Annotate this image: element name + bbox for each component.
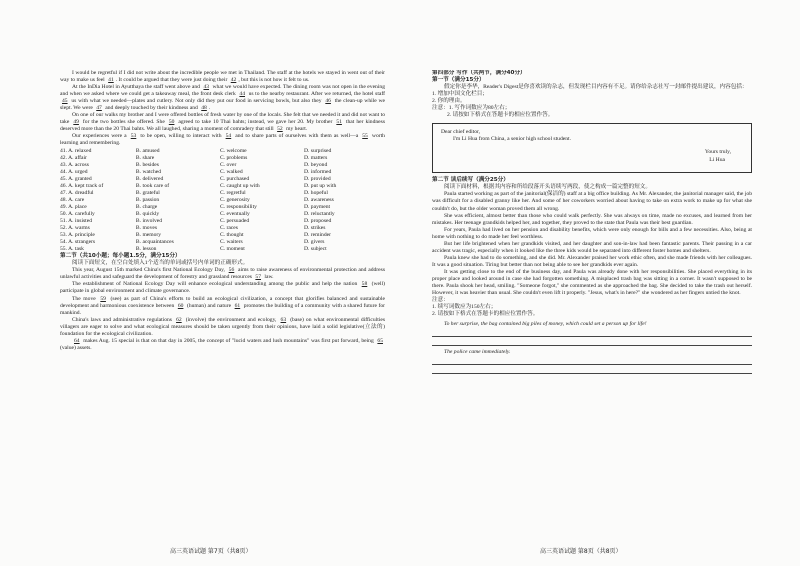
- story-paragraph-2: She was efficient, almost better than those who could walk perfectly. She was always on time, made no excuses, and learned from her mistakes. Her teenage grandkids helped her, and together, they proved to the state that Paula was their best guardian.: [432, 212, 752, 226]
- blank-60: 60: [177, 302, 184, 309]
- writing-task-2: 阅读下面材料，根据其内容和所给段落开头语续写两段，使之构成一篇完整的短文。: [444, 184, 651, 191]
- option-43-A: 43. A. across: [60, 161, 89, 168]
- option-44-A: 44. A. urged: [60, 168, 88, 175]
- option-49-D: D. payment: [303, 203, 331, 210]
- option-54-C: C. waiters: [219, 239, 243, 246]
- continuation-prompt-1: To her surprise, the bag contained big piles of money, which could set a person up for life!: [444, 321, 647, 328]
- blank-63: 63: [280, 316, 287, 323]
- note-3: 1. 续写词数应为150左右；: [432, 304, 497, 311]
- cloze-paragraph-2: At the InDia Hotel in Ayutthaya the staff went above and 43 what we would have expected. The dining room was not open in the evening and when we asked where we could get a takeaway meal, the front desk clerk 44 us to the nearby restaurant. After we returned, the hotel staff 45 us with what we needed—plates and cutlery. Not only did they put our food in servicing bowls, but also they 46 the clean-up while we slept. We were 47 and deeply touched by their kindness and 48 .: [60, 84, 385, 112]
- option-45-B: B. delivered: [135, 175, 164, 182]
- option-41-C: C. welcome: [219, 147, 247, 154]
- section-2-heading: 第二节（共10小题；每小题1.5分，满分15分）: [60, 253, 181, 260]
- option-53-B: B. memory: [135, 232, 162, 239]
- option-55-C: C. moment: [219, 246, 245, 253]
- option-42-A: 42. A. affair: [60, 154, 87, 161]
- blank-61: 61: [234, 302, 241, 309]
- option-55-D: D. subject: [303, 246, 327, 253]
- note-2: 2. 请按如下格式在答题卡的相应位置作答。: [447, 112, 554, 119]
- blank-47: 47: [96, 105, 102, 112]
- option-45-C: C. purchased: [219, 175, 250, 182]
- answer-line: [432, 365, 752, 374]
- option-41-B: B. amused: [135, 147, 160, 154]
- letter-greeting: Dear chief editor,: [441, 129, 481, 136]
- option-55-A: 55. A. task: [60, 246, 84, 253]
- option-47-C: C. regretful: [219, 189, 246, 196]
- blank-65: 65: [377, 337, 383, 344]
- note-4: 2. 请按如下格式在答题卡的相应位置作答。: [432, 311, 539, 318]
- blank-58: 58: [361, 281, 368, 288]
- story-paragraph-1: Paula started working as part of the janitorial(保洁的) staff at a big office building. As Mr. Alexander, the janitorial manager said, the job was difficult for a disabled granny like her. And some of her coworkers worried about having to take on extra work to make up for what she couldn't do, but the older woman proved them all wrong.: [432, 191, 752, 212]
- letter-template-box: [432, 123, 752, 173]
- option-45-A: 45. A. granted: [60, 175, 92, 182]
- option-49-A: 49. A. place: [60, 203, 87, 210]
- option-42-C: C. problems: [219, 154, 248, 161]
- blank-51: 51: [336, 119, 342, 126]
- blank-55: 55: [362, 133, 368, 140]
- option-42-D: D. matters: [303, 154, 328, 161]
- requirement-2: 2. 你的理由。: [432, 98, 466, 105]
- blank-49: 49: [73, 119, 79, 126]
- page-8: [432, 70, 752, 540]
- blank-43: 43: [203, 84, 210, 91]
- option-50-A: 50. A. carefully: [60, 210, 95, 217]
- option-46-D: D. put up with: [303, 182, 337, 189]
- cloze-options: [60, 148, 385, 254]
- option-52-A: 52. A. warms: [60, 225, 90, 232]
- note-1: 注意：1. 写作词数应为80左右；: [432, 105, 511, 112]
- option-45-D: D. provided: [303, 175, 331, 182]
- story-paragraph-4: But her life brightened when her grandkids visited, and her daughter and son-in-law had been fantastic parents. Their passing in a car accident was tragic, especially when it looked like the three kids would be separated into different foster homes and shelters.: [432, 240, 752, 254]
- letter-intro: I'm Li Hua from China, a senior high school student.: [453, 136, 571, 143]
- requirement-1: 1. 增加中国文化栏目；: [432, 91, 488, 98]
- page-8-footer: 高三英语试题 第8页（共8页）: [540, 548, 622, 555]
- grammar-paragraph-3: The move 59 (see) as part of China's efforts to build an ecological civilization, a concept that glorifies balanced and sustainable development and harmonious coexistence between 60 (human) and nature 61 promotes the building of a community with a shared future for mankind.: [60, 295, 385, 316]
- answer-line: [432, 328, 752, 337]
- option-51-D: D. proposed: [303, 217, 332, 224]
- option-52-B: B. moves: [135, 225, 158, 232]
- option-42-B: B. share: [135, 154, 155, 161]
- option-54-A: 54. A. strangers: [60, 239, 96, 246]
- option-47-D: D. hopeful: [303, 189, 328, 196]
- option-43-B: B. besides: [135, 161, 159, 168]
- story-paragraph-5: Paula knew she had to do something, and she did. Mr. Alexander praised her work ethic often, and she made friends with her colleagues. It was a good situation. Tiring but better than not being able to see her grandkids ever again.: [432, 254, 752, 268]
- blank-54: 54: [225, 133, 232, 140]
- note-heading: 注意：: [432, 297, 449, 304]
- option-53-D: D. reminder: [303, 232, 331, 239]
- story-paragraph-3: For years, Paula had lived on her pension and disability benefits, which were only enough for bills and a few necessities. Also, being at home with nothing to do made her feel worthless.: [432, 226, 752, 240]
- option-41-A: 41. A. relaxed: [60, 147, 92, 154]
- option-48-A: 48. A. care: [60, 196, 85, 203]
- option-41-D: D. surprised: [303, 147, 332, 154]
- page-7: [60, 70, 385, 540]
- option-43-C: C. over: [219, 161, 237, 168]
- grammar-paragraph-1: This year, August 15th marked China's first National Ecology Day, 56 aims to raise awareness of environmental protection and address unlawful activities and safeguard the development of forestry and grassland resources 57 law.: [60, 267, 385, 281]
- option-54-D: D. givers: [303, 239, 325, 246]
- blank-56: 56: [228, 267, 235, 274]
- option-55-B: B. lesson: [135, 246, 157, 253]
- option-44-B: B. watched: [135, 168, 162, 175]
- part-4-heading: 第四部分 写作（共两节，满分40分）: [432, 70, 526, 76]
- cloze-paragraph-1: I would be regretful if I did not write about the incredible people we met in Thailand. The staff at the hotels we stayed in went out of their way to make us feel 41 . It could be argued that they were just doing their 42 , but this is not how it felt to us.: [60, 70, 385, 84]
- answer-line: [432, 356, 752, 365]
- option-50-C: C. eventually: [219, 210, 250, 217]
- option-46-B: B. took care of: [135, 182, 170, 189]
- option-53-C: C. thought: [219, 232, 244, 239]
- option-46-C: C. caught up with: [219, 182, 260, 189]
- option-48-D: D. awareness: [303, 196, 334, 203]
- option-47-A: 47. A. dreadful: [60, 189, 94, 196]
- grammar-paragraph-5: 64 makes Aug. 15 special is that on that day in 2005, the concept of "lucid waters and lush mountains" was first put forward, being 65 (value) assets.: [60, 337, 383, 351]
- blank-53: 53: [130, 133, 137, 140]
- option-53-A: 53. A. principle: [60, 232, 95, 239]
- option-47-B: B. grateful: [135, 189, 160, 196]
- option-51-B: B. involved: [135, 217, 163, 224]
- continuation-prompt-2: The police came immediately.: [444, 349, 511, 356]
- blank-59: 59: [100, 295, 106, 302]
- blank-45: 45: [62, 98, 68, 105]
- blank-62: 62: [176, 316, 182, 323]
- option-43-D: D. beyond: [303, 161, 328, 168]
- blank-64: 64: [74, 337, 80, 344]
- cloze-paragraph-4: Our experiences were a 53 to be open, willing to interact with 54 and to share parts of ourselves with them as well—a 55 worth learning and remembering.: [60, 133, 385, 147]
- option-52-C: C. races: [219, 225, 238, 232]
- option-51-C: C. persuaded: [219, 217, 250, 224]
- blank-50: 50: [168, 119, 175, 126]
- page-7-footer: 高三英语试题 第7页（共8页）: [170, 548, 252, 555]
- blank-46: 46: [325, 98, 331, 105]
- blank-42: 42: [230, 77, 237, 84]
- grammar-paragraph-4: China's laws and administrative regulations 62 (involve) the environment and ecology, 63 (base) on what environmental difficulties villagers are eager to solve and what ecological measures should be taken urgently from their opinions, have laid a solid legislative(立法的) foundation for the ecological civilization.: [60, 316, 385, 337]
- writing-section-2-heading: 第二节 读后续写（满分25分）: [432, 177, 509, 184]
- answer-line: [432, 337, 752, 346]
- blank-48: 48: [201, 105, 207, 112]
- option-44-C: C. walked: [219, 168, 243, 175]
- letter-closing: Yours truly,: [704, 149, 731, 156]
- blank-57: 57: [255, 274, 261, 281]
- option-50-D: D. reluctantly: [303, 210, 335, 217]
- option-49-C: C. responsibility: [219, 203, 257, 210]
- grammar-paragraph-2: The establishment of National Ecology Day will enhance ecological understanding among the public and help the nation 58 (well) participate in global environment and climate governance.: [60, 281, 385, 295]
- writing-task-1: 假定你是李华，Reader's Digest是你喜欢读的杂志，但发现栏目内容有不足。请你给杂志社写一封邮件提出建议，内容包括：: [444, 84, 748, 91]
- blank-52: 52: [277, 126, 283, 133]
- option-54-B: B. acquaintances: [135, 239, 174, 246]
- cloze-paragraph-3: On one of our walks my brother and I were offered bottles of fresh water by one of the locals. She felt that we needed it and did not want to take 49 for the two bottles she offered. She 50 agreed to take 10 Thai bahts; instead, we gave her 20. My brother 51 that her kindness deserved more than the 20 Thai bahts. We all laughed, sharing a moment of comradery that still 52 my heart.: [60, 112, 385, 133]
- blank-41: 41: [108, 77, 114, 84]
- option-48-C: C. generosity: [219, 196, 250, 203]
- option-44-D: D. informed: [303, 168, 332, 175]
- writing-section-1-heading: 第一节（满分15分）: [432, 77, 485, 84]
- blank-44: 44: [239, 91, 246, 98]
- option-48-B: B. passion: [135, 196, 160, 203]
- option-51-A: 51. A. insisted: [60, 217, 93, 224]
- letter-name: Li Hua: [709, 157, 725, 164]
- option-49-B: B. charge: [135, 203, 158, 210]
- option-52-D: D. strikes: [303, 225, 326, 232]
- section-2-instructions: 阅读下面短文，在空白处填入1个适当的单词或括号内单词的正确形式。: [72, 260, 249, 267]
- option-46-A: 46. A. kept track of: [60, 182, 104, 189]
- story-paragraph-6: It was getting close to the end of the business day, and Paula was already done with her responsibilities. She placed everything in its proper place and looked around in case she had forgotten something. A misplaced trash bag was sitting in a corner. It wasn't supposed to be there. Paula shook her head, smiling. "Someone forgot," she commented as she approached the bag. She decided to take the trash out herself. However, it was heavier than usual. She couldn't even lift it properly. "Jesus, what's in here?" she wondered as her fingers untied the knot.: [432, 268, 752, 297]
- option-50-B: B. quickly: [135, 210, 160, 217]
